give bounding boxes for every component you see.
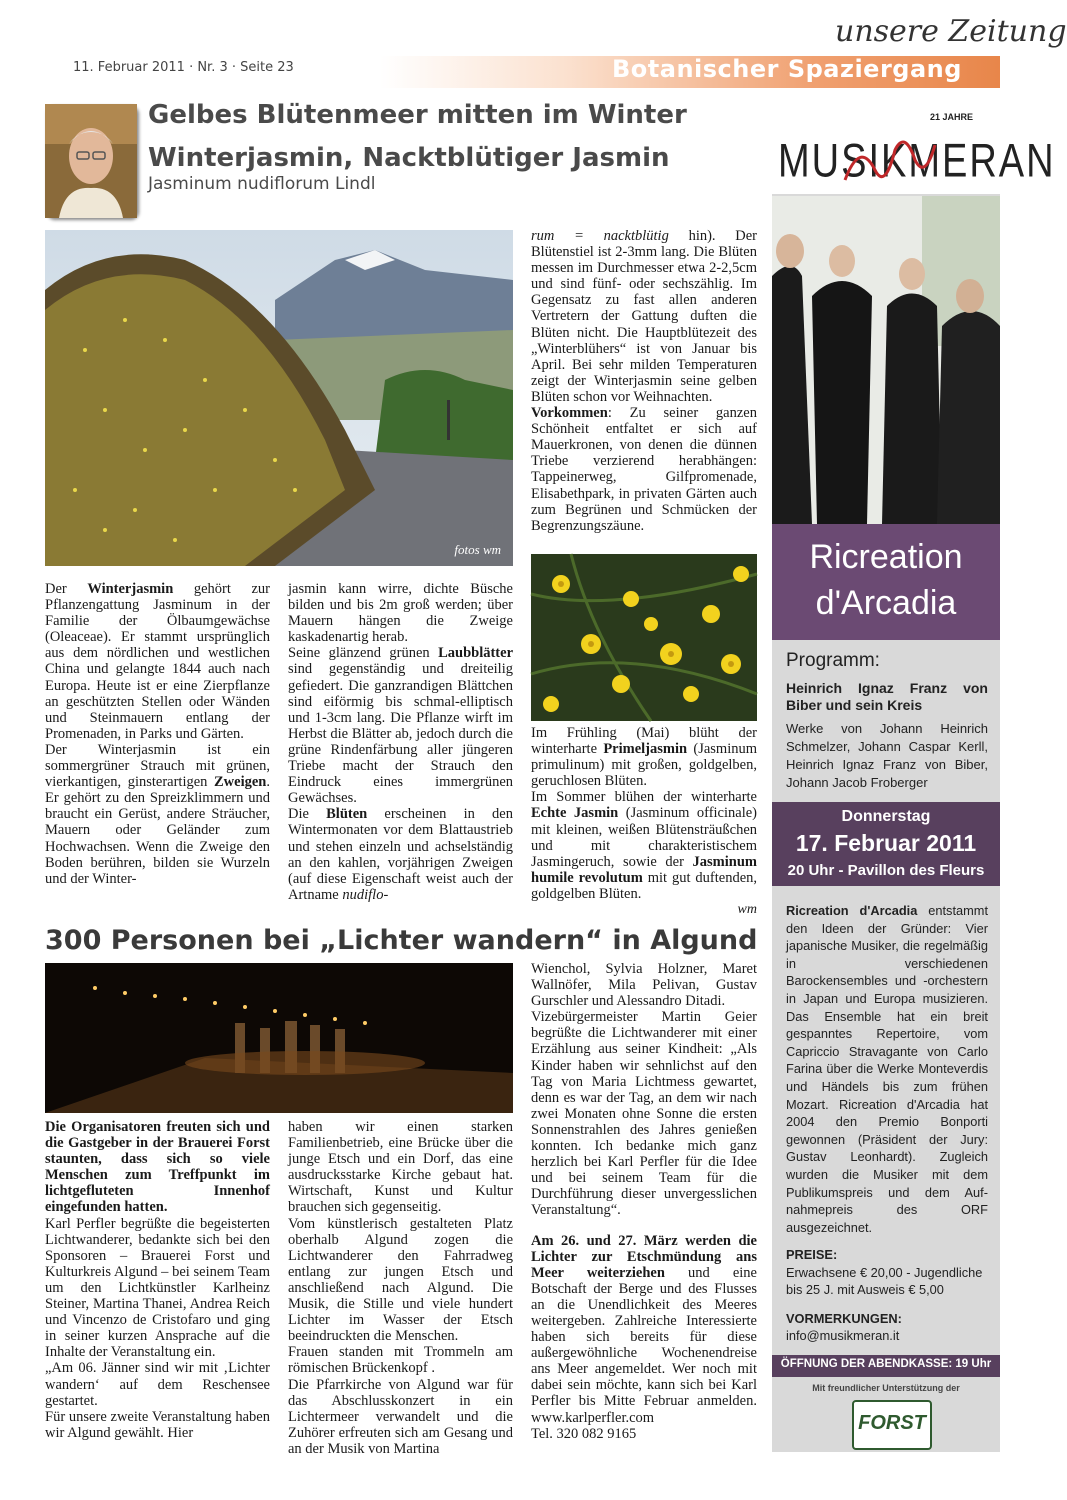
article-column-2: jasmin kann wirre, dichte Büsche bilden und bis 2m groß werden; über Mauern hängen die Zweige kaskadenartig herab. Seine glänzend grünen Laubblätter sind gegenständig und dreiteilig gefiedert. Die ganzrandigen Blättchen sind eiförmig bis schmal-elliptisch und 1-3cm lang. Die Pflanze wirft im Herbst die Blätter ab, jedoch durch die grüne Rindenfärbung aller jüngeren Triebe macht der Strauch den Eindruck eines immergrünen Gewächses. Die Blüten erscheinen in den Wintermonaten vor dem Blattaustrieb und stehen einzeln und achselständig an den kahlen, vorjährigen Zweigen (auf diese Eigenschaft weist auch der Artname nudiflo-	[288, 581, 513, 903]
ad-prices: Erwachsene € 20,00 - Jugendliche bis 25 J. mit Ausweis € 5,00	[786, 1265, 983, 1297]
ad-box-office-bar	[772, 1355, 1000, 1377]
issue-date-line: 11. Februar 2011 · Nr. 3 · Seite 23	[73, 60, 294, 75]
logo-scribble-icon	[840, 130, 940, 190]
forst-logo-text: FORST	[858, 1412, 926, 1434]
musikmeran-logo: MUSIKMERAN	[778, 135, 1056, 188]
ad-program-label: Programm:	[786, 650, 880, 671]
forst-logo	[852, 1400, 932, 1450]
primrose-jasmine-photo	[531, 554, 757, 721]
article2-column-1: Die Organisatoren freuten sich und die Gastgeber in der Brauerei Forst staunten, dass sich so viele Menschen zum Treffpunkt im lichtgefluteten Innenhof eingefunden hatten. Karl Perfler begrüßte die begeisterten Lichtwanderer, bedankte sich bei den Sponsoren – Brauerei Forst und Kulturkreis Algund – bei seinem Team um den Lichtkünstler Karlheinz Steiner, Martina Thanei, Andrea Reich und Vincenzo de Cristofaro und ging in seiner kurzen Ansprache auf die Inhalte der Veranstaltung ein. „Am 06. Jänner sind wir mit ‚Lichter wandern‘ auf dem Reschensee gestartet. Für unsere zweite Veranstaltung haben wir Algund gewählt. Hier	[45, 1119, 270, 1441]
article-subhead: Winterjasmin, Nacktblütiger Jasmin	[148, 143, 670, 173]
ad-date: 17. Februar 2011	[795, 830, 977, 856]
article-column-1: Der Winterjasmin gehört zur Pflanzengattung Jasminum in der Familie der Ölbaumgewächse (Oleaceae). Er stammt ursprünglich aus dem nördlichen und westlichen China und gelangte 1844 auch nach Europa. Heute ist er eine Zierpflanze an geschützten Stellen oder Wänden und Steinmauern entlang der Promenaden, in Parks und Gärten. Der Winterjasmin ist ein sommergrüner Strauch mit grünen, vierkantigen, ginsterartigen Zweigen. Er gehört zu den Spreizklimmern und braucht ein Gerüst, andere Sträucher, Mauern oder Geländer zum Hochwachsen. Wenn die Zweige den Boden berühren, bilden sie Wurzeln und der Winter-	[45, 581, 270, 887]
article-column-3-top: rum = nacktblütig hin). Der Blütenstiel ist 2-3mm lang. Die Blüten messen im Durchmesser etwa 2-2,5cm und sind fünf- oder sechszählig. Im Gegensatz zu fast allen anderen Vertretern der Gattung duften die Blüten nicht. Die Hauptblütezeit des „Winterblühers“ ist von Januar bis April. Bei sehr milden Temperaturen zeigt der Winterjasmin seine gelben Blüten schon vor Weihnachten. Vorkommen: Zu seiner ganzen Schönheit entfaltet er sich auf Mauerkronen, von denen die dünnen Triebe verzierend herabhängen: Tappeinerweg, Gilfpromenade, Elisabethpark, in privaten Gärten auch zum Begrünen und Schmücken der Begrenzungszäune.	[531, 228, 758, 534]
ad-years-label: 21 JAHRE	[930, 112, 974, 122]
article-column-3-bottom: Im Frühling (Mai) blüht der winterharte Primeljasmin (Jasminum primulinum) mit großen, goldgelben, geruchlosen Blüten. Im Sommer blühen der winterharte Echte Jasmin (Jasminum officinale) mit kleinen, weißen Blütensträußchen und mit charakteristischem Jasmingeruch, sowie der Jasminum humile revolutum mit gut duftenden, goldgelben Blüten. wm	[531, 725, 758, 918]
article2-headline: 300 Personen bei „Lichter wandern“ in Algund	[45, 925, 758, 956]
newspaper-logo: unsere Zeitung	[835, 14, 1067, 49]
article-headline: Gelbes Blütenmeer mitten im Winter	[148, 100, 687, 130]
winter-jasmine-photo	[45, 230, 513, 566]
ad-day: Donnerstag	[841, 808, 931, 825]
ad-program-title: Heinrich Ignaz Franz von Biber und sein Kreis	[786, 680, 988, 713]
ad-description: Ricreation d'Arcadia entstammt den Ideen der Gründer: Vier japanische Musiker, die regelmäßig in verschiedenen Barockensembles und -orchestern in Japan und Europa musizieren. Das Ensemble hat ein breit gespanntes Repertoire, vom Capriccio Stravagante von Carlo Farina über die Werke Monteverdis und Händels bis zum frühen Mozart. Ricreation d'Arcadia hat 2004 den Premio Bonporti gewonnen (Präsident der Jury: Gustav Leonhardt). Zugleich wurden die Musiker mit dem Publikumspreis und dem Auf-nahmepreis des ORF ausgezeichnet.	[786, 903, 988, 1235]
latin-name: Jasminum nudiflorum Lindl	[148, 174, 376, 194]
author-signature: wm	[737, 902, 757, 918]
article2-column-3: Wienchol, Sylvia Holzner, Maret Wallnöfer, Mila Pelivan, Gustav Gurschler und Alessandro Ditadi. Vizebürgermeister Martin Geier begrüßte die Lichtwanderer mit einer Erzählung aus seiner Kindheit: „Als Kinder haben wir sehnlichst auf den Tag von Maria Lichtmess gewartet, denn es war der Tag, an dem wir nach zwei Monaten ohne Sonne die ersten Sonnenstrahlen des Jahres genießen konnten. Ich bedanke mich ganz herzlich bei Karl Perfler für die Idee und bei seinem Team für die Durchführung dieser unvergesslichen Veranstaltung“. Am 26. und 27. März werden die Lichter zur Etschmündung ans Meer weiterziehen und eine Botschaft der Berge und des Flusses an die Unendlichkeit des Meeres weitergeben. Zahlreiche Interessierte haben sich bereits für diese außergewöhnliche Wochenendreise ans Meer angemeldet. Wer noch mit dabei sein möchte, kann sich bei Karl Perfler bis Mitte Februar anmelden. www.karlperfler.com Tel. 320 082 9165	[531, 961, 757, 1442]
ad-event-title-line2: d'Arcadia	[815, 584, 957, 622]
lichter-wandern-photo	[45, 963, 513, 1113]
ad-program-works: Werke von Johann Heinrich Schmelzer, Johann Caspar Kerll, Heinrich Ignaz Franz von Biber, Johann Jacob Froberger	[786, 721, 988, 790]
ad-event-title-line1: Ricreation	[809, 538, 963, 576]
ad-booking-email[interactable]: info@musikmeran.it	[786, 1328, 900, 1343]
ad-date-box	[772, 802, 1000, 886]
ad-box-office: ÖFFNUNG DER ABENDKASSE: 19 Uhr	[780, 1358, 992, 1370]
ad-prices-label: PREISE:	[786, 1247, 838, 1262]
author-portrait	[45, 104, 137, 218]
ad-time-place: 20 Uhr - Pavillon des Fleurs	[787, 862, 985, 879]
section-title: Botanischer Spaziergang	[612, 55, 962, 83]
ad-support-text: Mit freundlicher Unterstützung der	[812, 1383, 960, 1393]
ensemble-photo	[772, 196, 1000, 524]
ad-booking-label: VORMERKUNGEN:	[786, 1311, 902, 1326]
ad-event-title-box	[772, 524, 1000, 640]
article2-column-2: haben wir einen starken Familienbetrieb, eine Brücke über die junge Etsch und ein Dorf, das eine ausdrucksstarke Kirche gebaut hat. Wirtschaft, Kunst und Kultur brauchen sich gegenseitig. Vom künstlerisch gestalteten Platz oberhalb Algund zogen die Lichtwanderer den Fahrradweg entlang zur jungen Etsch und anschließend nach Algund. Die Musik, die Stille und viele hundert Lichter im Wasser der Etsch beeindruckten die Menschen. Frauen standen mit Trommeln am römischen Brückenkopf . Die Pfarrkirche von Algund war für das Abschlusskonzert in ein Lichtermeer verwandelt und die Zuhörer erfreuten sich am Gesang und an der Musik von Martina	[288, 1119, 513, 1457]
photo-credit: fotos wm	[454, 542, 501, 557]
